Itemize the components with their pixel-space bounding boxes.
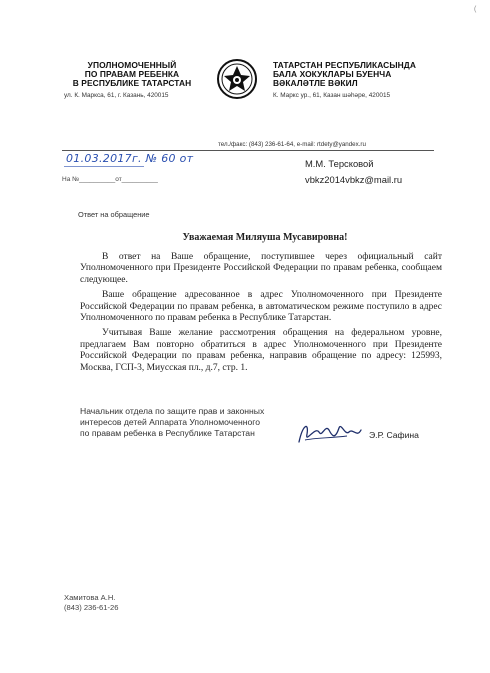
registration-underline xyxy=(64,166,144,167)
signatory-position-line: Начальник отдела по защите прав и законных xyxy=(80,406,265,416)
contacts-line: тел./факс: (843) 236-61-64, e-mail: rtdety@yandex.ru xyxy=(218,141,366,148)
handwritten-signature xyxy=(295,418,363,448)
subject-line: Ответ на обращение xyxy=(78,210,150,219)
letterhead-left-line: В РЕСПУБЛИКЕ ТАТАРСТАН xyxy=(72,78,192,88)
signer-name: Э.Р. Сафина xyxy=(369,430,419,440)
letterhead-left-line: ПО ПРАВАМ РЕБЕНКА xyxy=(84,69,180,79)
signatory-position-line: по правам ребенка в Республике Татарстан xyxy=(80,428,255,438)
recipient-email: vbkz2014vbkz@mail.ru xyxy=(305,174,403,185)
executor-phone: (843) 236-61-26 xyxy=(64,603,119,612)
letterhead-right-line: БАЛА ХОКУКЛАРЫ БУЕНЧА xyxy=(273,69,392,79)
letterhead-divider xyxy=(62,150,434,151)
letterhead-right xyxy=(273,61,433,88)
recipient-block xyxy=(305,156,402,188)
recipient-name: М.М. Терсковой xyxy=(305,158,374,169)
executor-name: Хамитова А.Н. xyxy=(64,593,116,602)
signatory-position-line: интересов детей Аппарата Уполномоченного xyxy=(80,417,260,427)
signatory-position xyxy=(80,406,264,439)
letterhead-left xyxy=(62,61,202,88)
letterhead-left-line: УПОЛНОМОЧЕННЫЙ xyxy=(87,60,177,70)
body-paragraph: Учитывая Ваше желание рассмотрения обращения на федеральном уровне, предлагаем Вам повторно обратиться в адрес Уполномоченного при Президенте Российской Федерации по правам ребенка, направив обращение по адресу: 125993, Москва, ГСП-3, Миусская пл., д.7, стр. 1. xyxy=(80,328,442,373)
coat-of-arms-icon xyxy=(216,58,258,100)
body-paragraph: Ваше обращение адресованное в адрес Уполномоченного при Президенте Российской Федерации по правам ребенка, в автоматическом режиме поступило в адрес Уполномоченного по правам ребенка в Республике Татарстан. xyxy=(80,290,442,324)
reference-line: На №__________от__________ xyxy=(62,176,158,183)
greeting: Уважаемая Миляуша Мусавировна! xyxy=(182,232,348,243)
registration-handwritten: 01.03.2017г. № 60 от xyxy=(66,152,194,165)
executor-block xyxy=(64,593,118,613)
corner-mark: ( xyxy=(474,6,477,13)
letterhead-right-line: ВӘКАЛӘТЛЕ ВӘКИЛ xyxy=(273,78,358,88)
letterhead-right-line: ТАТАРСТАН РЕСПУБЛИКАСЫНДА xyxy=(273,60,416,70)
body-paragraph: В ответ на Ваше обращение, поступившее через официальный сайт Уполномоченного при Президенте Российской Федерации по правам ребенка, сообщаем следующее. xyxy=(80,252,442,285)
letter-body xyxy=(80,252,442,378)
letterhead-left-address: ул. К. Маркса, 61, г. Казань, 420015 xyxy=(64,92,169,99)
letterhead-right-address: К. Маркс ур., 61, Казан шәһәре, 420015 xyxy=(273,92,391,99)
